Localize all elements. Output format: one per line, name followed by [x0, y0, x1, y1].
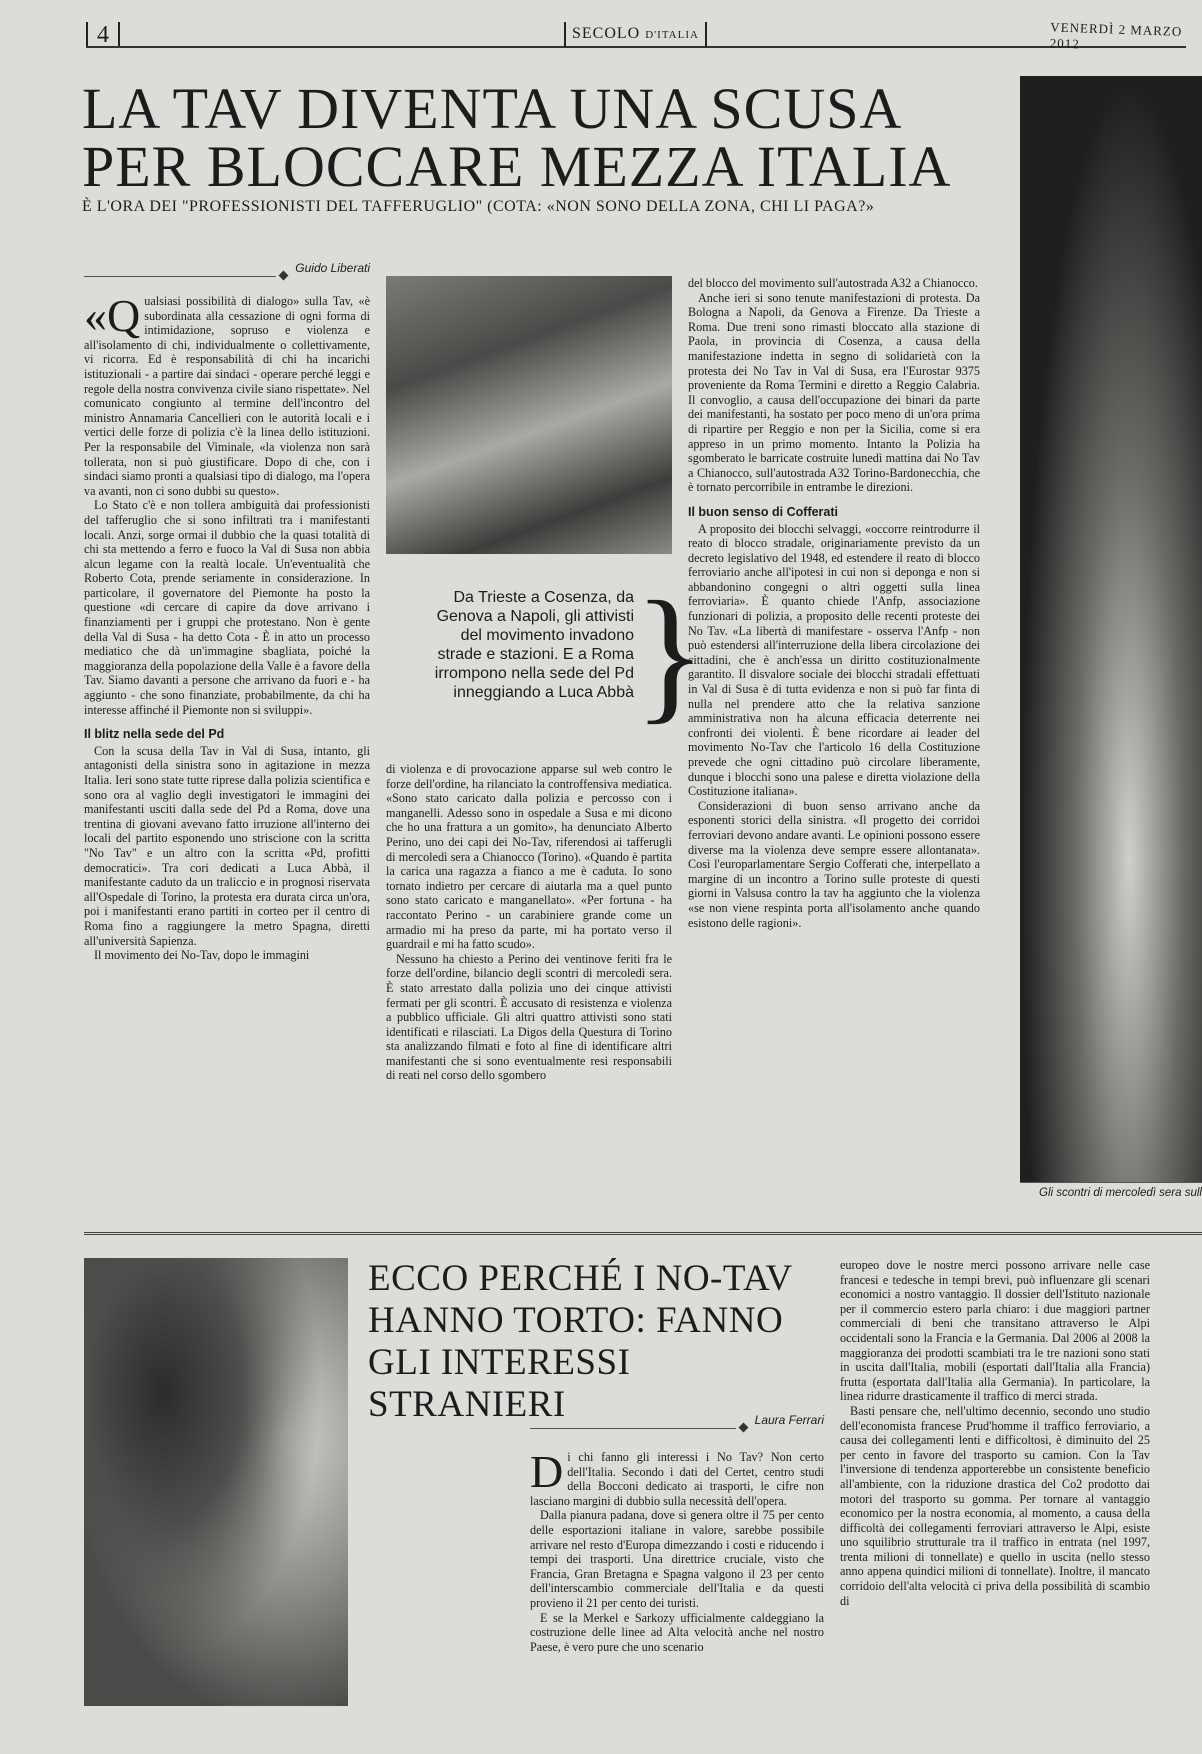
- article1-column-1: [84, 294, 370, 1192]
- paragraph: Con la scusa della Tav in Val di Susa, intanto, gli antagonisti della sinistra sono in agitazione in mezza Italia. Ieri sono state tutte riprese dalla polizia scientifica e sono ora al vaglio degli investigatori le immagini dei manifestanti usciti dalla sede del Pd a Roma, dove una trentina di giovani avevano fatto irruzione all'interno dei locali del partito esponendo uno striscione con la scritta "No Tav" e un altro con la scritta «Pd, profitti democratici». Tra cori dedicati a Luca Abbà, il manifestante caduto da un traliccio e in prognosi riservata all'Ospedale di Torino, la protesta era durata circa un'ora, poi i manifestanti erano partiti in corteo per il centro di Roma fino a raggiungere la metro Spagna, diretti all'università Sapienza.: [84, 743, 370, 948]
- byline-name: Laura Ferrari: [751, 1413, 824, 1427]
- paragraph: Anche ieri si sono tenute manifestazioni di protesta. Da Bologna a Napoli, da Genova a Firenze. Da Trieste a Roma. Due treni sono rimasti bloccato alla stazione di Paola, in provincia di Cosenza, a causa della manifestazione indetta in segno di solidarietà con la protesta dei No Tav in Val di Susa, era l'Eurostar 9375 proveniente da Roma Termini e diretto a Reggio Calabria. Il convoglio, a causa dell'occupazione dei binari da parte dei manifestanti, ha sostato per poco meno di un'ora prima di ripartire per Reggio e non per la Sicilia, come si era appreso in un primo momento. Intanto la Polizia ha sgomberato le barricate costruite lunedì mattina dai No Tav a Chianocco, sull'autostrada A32 Torino-Bardonecchia, che è tornato percorribile in entrambe le direzioni.: [688, 290, 980, 495]
- article2-column-1: [530, 1450, 824, 1704]
- article1-subheadline: È L'ORA DEI "PROFESSIONISTI DEL TAFFERUGLIO" (COTA: «NON SONO DELLA ZONA, CHI LI PAGA?»: [82, 198, 875, 215]
- diamond-icon: [279, 271, 289, 281]
- paragraph: europeo dove le nostre merci possono arrivare nelle case francesi e tedesche in tempi brevi, può influenzare gli scenari economici a nostro vantaggio. Il dossier dell'Istituto nazionale per il commercio estero parla chiaro: i due maggiori partner commerciali di beni che transitano attraverso le Alpi occidentali sono la Francia e la Germania. Dal 2006 al 2008 la maggioranza dei prodotti scambiati tra le tre nazioni sono stati in uscita dall'Italia, mobili (esportati dall'Italia alla Francia) frutta (esportata dall'Italia alla Germania). In particolare, la linea ridurre drasticamente il traffico di merci strada.: [840, 1258, 1150, 1404]
- paragraph: E se la Merkel e Sarkozy ufficialmente caldeggiano la costruzione delle linee ad Alta velocità anche nel nostro Paese, è vero pure che uno scenario: [530, 1610, 824, 1654]
- article1-column-2: [386, 762, 672, 1192]
- paragraph: ualsiasi possibilità di dialogo» sulla Tav, «è subordinata alla cessazione di ogni forma di intimidazione, sopruso e violenza e all'isolamento di chi, individualmente o collettivamente, vi ricorra. Ed è responsabilità di chi ha incarichi istituzionali - a partire dai sindaci - operare perché leggi e regole della nostra convivenza civile siano rispettate». Nel comunicato congiunto al termine dell'incontro del ministro Annamaria Cancellieri con le autorità locali e i vertici delle forze di polizia c'è la linea dello istituzioni. Per la responsabile del Viminale, «la violenza non sarà tollerata, non si può giustificare. Dopo di che, con i sindaci siamo pronti a qualsiasi tipo di dialogo, ma l'opera va avanti, non ci sono dubbi su questo».: [84, 294, 370, 498]
- merkel-sarkozy-photo: [84, 1258, 348, 1706]
- protest-photo-right: [1020, 76, 1202, 1196]
- diamond-icon: [738, 1423, 748, 1433]
- article1-headline: [82, 76, 982, 199]
- section-heading: Il blitz nella sede del Pd: [84, 727, 225, 742]
- page-number: 4: [86, 22, 120, 48]
- photo-caption: Gli scontri di mercoledì sera sull: [1020, 1182, 1202, 1199]
- issue-date: VENERDÌ 2 MARZO 2012: [1049, 19, 1183, 52]
- paragraph: Basti pensare che, nell'ultimo decennio, secondo uno studio dell'economista francese Prud'homme il traffico ferroviario, a causa dei collegamenti lenti e difficoltosi, è diminuito del 25 per cento in favore del trasporto su camion. Con la Tav l'inversione di tendenza apporterebbe un consistente beneficio all'ambiente, con la riduzione drastica del Co2 prodotto dai motori del trasporto su gomma. Per tornare al vantaggio economico per la nostra economia, al momento, a causa della difficoltà dei collegamenti ferroviari attraverso le Alpi, esiste uno squilibrio strutturale tra il traffico in entrata (nel 1997, trenta milioni di tonnellate) e quello in uscita (nello stesso anno appena quindici milioni di tonnellate). Inoltre, il mancato corridoio dell'alta velocità ci priva della possibilità di scambio di: [840, 1403, 1150, 1608]
- paragraph: Il movimento dei No-Tav, dopo le immagini: [94, 948, 310, 963]
- paragraph: di violenza e di provocazione apparse sul web contro le forze dell'ordine, ha rilanciato la controffensiva mediatica. «Sono stato caricato dalla polizia e percosso con i manganelli. Adesso sono in ospedale a Susa e mi dicono che ho una frattura a un gomito», ha denunciato Alberto Perino, uno dei capi dei No-Tav, riferendosi ai tafferugli di mercoledì sera a Chianocco (Torino). «Quando è partita la carica una ragazza a fianco a me è caduta. Io sono tornato indietro per cercare di aiutarla ma a quel punto sono stato caricato e manganellato». «Per fortuna - ha raccontato Perino - un carabiniere grande come un armadio mi ha preso da parte, mi ha portato verso il guardrail e mi ha fatto scudo».: [386, 762, 672, 952]
- article-divider: [84, 1232, 1202, 1235]
- paragraph: Considerazioni di buon senso arrivano anche da esponenti storici della sinistra. «Il progetto dei corridoi ferroviari devono andare avanti. Le opinioni possono essere diverse ma la violenza deve sempre essere allontanata». Così l'europarlamentare Sergio Cofferati che, interpellato a margine di un incontro a Torino sulle proteste di questi giorni in Valsusa contro la tav ha aggiunto che la violenza «se non viene respinta porta all'isolamento anche quando esistono delle ragioni».: [688, 798, 980, 930]
- dropcap: D: [530, 1450, 564, 1497]
- paragraph: Lo Stato c'è e non tollera ambiguità dai professionisti del tafferuglio che si sono infiltrati tra i manifestanti locali. Anzi, sorge ormai il dubbio che la quasi totalità di chi sta mettendo a ferro e fuoco la Val di Susa non abbia alcun legame con la realtà locale. Un'eventualità che Roberto Cota, prende seriamente in considerazione. In particolare, il governatore del Piemonte ha posto la questione «di cercare di capire da dove arrivano i finanziamenti per i gruppi che protestano. Non è gente della Val di Susa - ha detto Cota - È in atto un processo mediatico che dà un'immagine sbagliata, poiché la maggioranza della popolazione della Valle è a favore della Tav. Siamo davanti a persone che arrivano da fuori e - ha aggiunto - che sono finanziate, probabilmente, da chi ha interesse affinché il Piemonte non si sviluppi».: [84, 498, 370, 717]
- headline-line2: PER BLOCCARE MEZZA ITALIA: [82, 134, 952, 199]
- brace-icon: }: [634, 571, 706, 737]
- article1-column-3: [688, 276, 980, 1192]
- section-heading: Il buon senso di Cofferati: [688, 504, 839, 519]
- article2-byline: [530, 1413, 824, 1443]
- masthead: [564, 22, 707, 47]
- masthead-small: D'ITALIA: [645, 29, 699, 41]
- article2-headline: ECCO PERCHÉ I NO-TAV HANNO TORTO: FANNO GLI INTERESSI STRANIERI: [368, 1258, 793, 1425]
- dropcap: «Q: [84, 294, 141, 341]
- paragraph: Nessuno ha chiesto a Perino dei ventinove feriti fra le forze dell'ordine, bilancio degli scontri di mercoledì sera. È stato arrestato dalla polizia uno dei cinque attivisti fermati per gli scontri. È accusato di resistenza e violenza a pubblico ufficiale. Gli altri quattro attivisti sono stati identificati e rilasciati. La Digos della Questura di Torino sta analizzando filmati e foto al fine di identificare altri manifestanti che si sono eventualmente resi responsabili di reati nel corso dello sgombero: [386, 951, 672, 1083]
- article2-column-2: [840, 1258, 1150, 1704]
- masthead-main: SECOLO: [572, 25, 641, 42]
- article1-byline: [84, 261, 370, 291]
- paragraph: Dalla pianura padana, dove si genera oltre il 75 per cento delle esportazioni italiane in valore, sarebbe possibile arrivare nel resto d'Europa dimezzando i costi e riducendo i tempi dei trasporti. Una direttrice cruciale, visto che Francia, Gran Bretagna e Spagna valgono il 23 per cento dell'interscambio commerciale dell'Italia e da questi provieno il 21 per cento dei turisti.: [530, 1508, 824, 1610]
- protest-photo-middle: [386, 276, 672, 554]
- pull-quote: Da Trieste a Cosenza, da Genova a Napoli, gli attivisti del movimento invadono strade e stazioni. E a Roma irrompono nella sede del Pd inneggiando a Luca Abbà: [434, 589, 634, 701]
- paragraph: A proposito dei blocchi selvaggi, «occorre reintrodurre il reato di blocco stradale, originariamente previsto da un decreto legislativo del 1948, ed estendere il reato di blocco ferroviario anche all'ipotesi in cui non si deponga e non si abbandonino congegni o altri oggetti sulla linea ferroviaria». È quanto chiede l'Anfp, associazione funzionari di polizia, a proposito delle recenti proteste dei No Tav. «La libertà di manifestare - osserva l'Anfp - non può estendersi all'interruzione della libera circolazione dei cittadini, che è anch'essa un diritto costituzionalmente garantito. Il disvalore sociale dei blocchi stradali effettuati in Val di Susa è di tutta evidenza e non si può far finta di nulla nel prendere atto che la relativa sanzione amministrativa non ha alcuna efficacia deterrente nei confronti dei violenti. È bene ricordare ai leader del movimento No-Tav che l'articolo 16 della Costituzione prevede che ogni cittadino può circolare liberamente, dunque i blocchi sono una palese e diretta violazione della Costituzione italiana».: [688, 521, 980, 799]
- byline-name: Guido Liberati: [291, 261, 370, 275]
- paragraph: del blocco del movimento sull'autostrada A32 a Chianocco.: [688, 276, 978, 290]
- headline-line1: LA TAV DIVENTA UNA SCUSA: [82, 76, 903, 141]
- paragraph: i chi fanno gli interessi i No Tav? Non certo dell'Italia. Secondo i dati del Certet, centro studi della Bocconi dedicato ai trasporti, le cifre non lasciano margini di dubbio sulla necessità dell'opera.: [530, 1450, 824, 1508]
